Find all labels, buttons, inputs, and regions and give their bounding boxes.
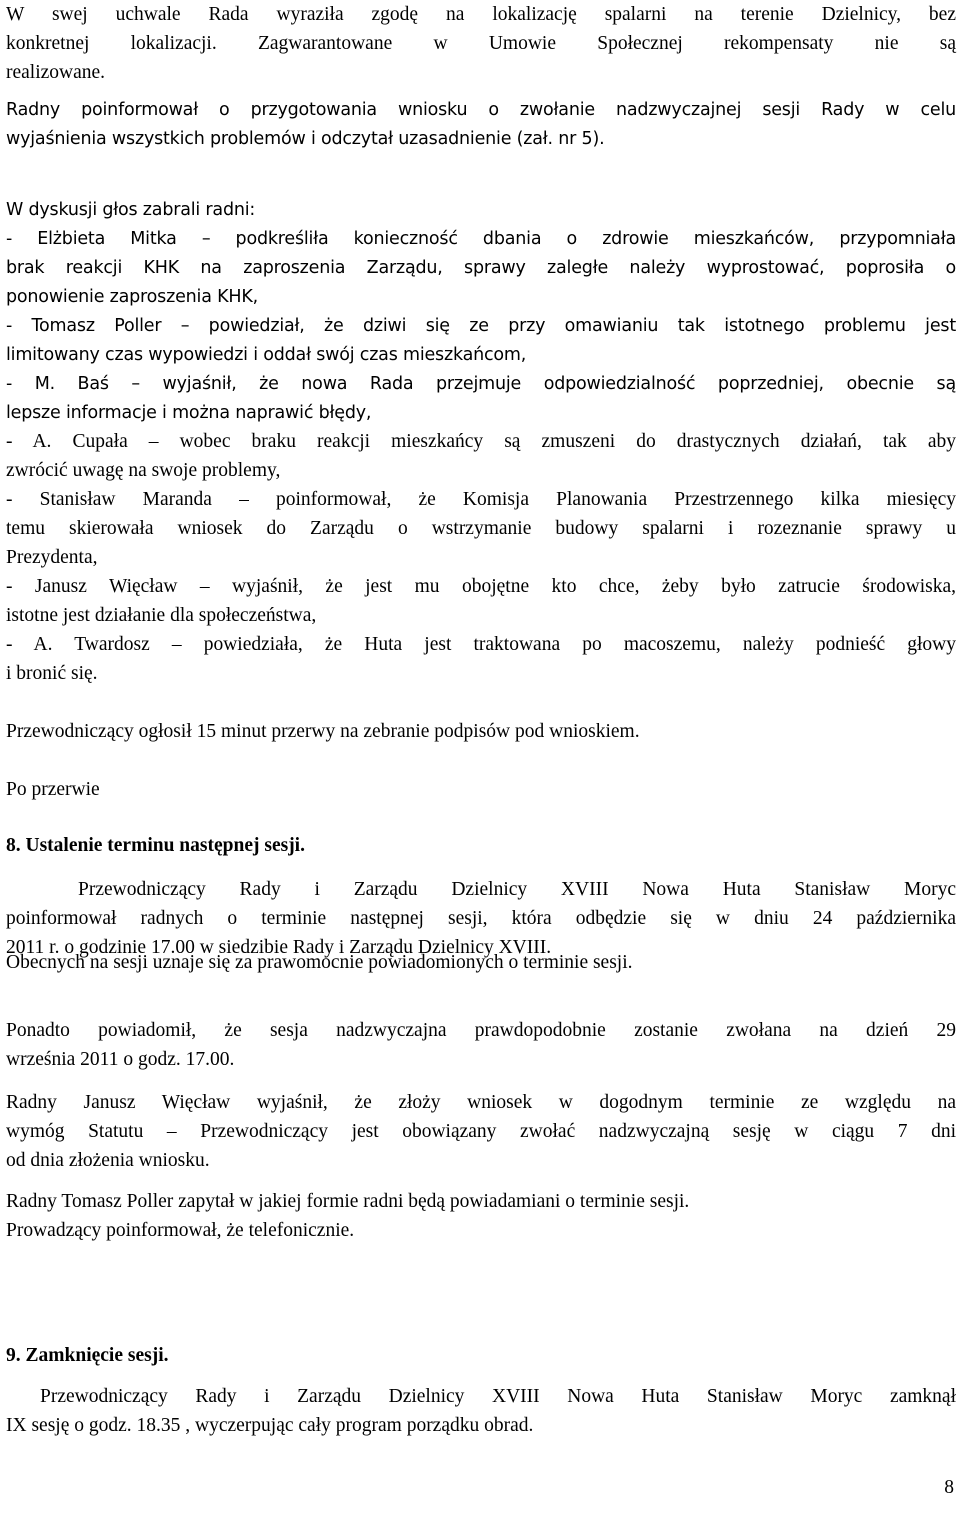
- section-heading-8: 8. Ustalenie terminu następnej sesji.: [6, 835, 305, 856]
- text-line: Radny Janusz Więcław wyjaśnił, że złoży wniosek w dogodnym terminie ze względu na: [6, 1092, 956, 1113]
- text-line: Prowadzący poinformował, że telefonicznie.: [6, 1220, 355, 1241]
- text-line: - Stanisław Maranda – poinformował, że Komisja Planowania Przestrzennego kilka miesięcy: [6, 489, 956, 510]
- text-line: - Tomasz Poller – powiedział, że dziwi się ze przy omawianiu tak istotnego problemu jest: [6, 316, 956, 336]
- document-page: [6, 0, 956, 1513]
- text-line: istotne jest działanie dla społeczeństwa,: [6, 605, 317, 626]
- text-line: - Janusz Więcław – wyjaśnił, że jest mu obojętne kto chce, żeby było zatrucie środowiska,: [6, 576, 956, 597]
- text-line: konkretnej lokalizacji. Zagwarantowane w Umowie Społecznej rekompensaty nie są: [6, 33, 956, 54]
- text-line: 2011 r. o godzinie 17.00 w siedzibie Rady i Zarządu Dzielnicy XVIII.: [6, 937, 552, 958]
- text-line: IX sesję o godz. 18.35 , wyczerpując cały program porządku obrad.: [6, 1415, 534, 1436]
- page-number: 8: [944, 1477, 954, 1498]
- paragraph-poller: [6, 1187, 956, 1245]
- text-line: Przewodniczący Rady i Zarządu Dzielnicy XVIII Nowa Huta Stanisław Moryc zamknął: [40, 1386, 956, 1407]
- section-heading-9: 9. Zamknięcie sesji.: [6, 1345, 169, 1366]
- text-line: Przewodniczący ogłosił 15 minut przerwy na zebranie podpisów pod wnioskiem.: [6, 721, 640, 742]
- text-line: wymóg Statutu – Przewodniczący jest obowiązany zwołać nadzwyczajną sesję w ciągu 7 dni: [6, 1121, 956, 1142]
- paragraph-dyskusja-cont: [6, 427, 956, 688]
- text-line: od dnia złożenia wniosku.: [6, 1150, 210, 1171]
- paragraph-zamkniecie: [6, 1382, 956, 1440]
- paragraph-po-przerwie: [6, 775, 956, 804]
- text-line: zwrócić uwagę na swoje problemy,: [6, 460, 281, 481]
- paragraph-intro: [6, 0, 956, 87]
- text-line: - A. Cupała – wobec braku reakcji mieszkańcy są zmuszeni do drastycznych działań, tak aby: [6, 431, 956, 452]
- text-line: W swej uchwale Rada wyraziła zgodę na lokalizację spalarni na terenie Dzielnicy, bez: [6, 4, 956, 25]
- text-line: Przewodniczący Rady i Zarządu Dzielnicy XVIII Nowa Huta Stanisław Moryc: [78, 879, 956, 900]
- text-line: lepsze informacje i można naprawić błędy,: [6, 403, 372, 423]
- text-line: W dyskusji głos zabrali radni:: [6, 200, 256, 220]
- paragraph-ponadto: [6, 1016, 956, 1074]
- paragraph-radny: [6, 96, 956, 154]
- text-line: Prezydenta,: [6, 547, 98, 568]
- text-line: realizowane.: [6, 62, 106, 83]
- text-line: brak reakcji KHK na zaproszenia Zarządu, sprawy zaległe należy wyprostować, poprosiła o: [6, 258, 956, 278]
- text-line: Ponadto powiadomił, że sesja nadzwyczajna prawdopodobnie zostanie zwołana na dzień 29: [6, 1020, 956, 1041]
- text-line: ponowienie zaproszenia KHK,: [6, 287, 258, 307]
- text-line: września 2011 o godz. 17.00.: [6, 1049, 235, 1070]
- text-line: limitowany czas wypowiedzi i oddał swój czas mieszkańcom,: [6, 345, 527, 365]
- text-line: temu skierowała wniosek do Zarządu o wstrzymanie budowy spalarni i rozeznanie sprawy u: [6, 518, 956, 539]
- text-line: Radny poinformował o przygotowania wniosku o zwołanie nadzwyczajnej sesji Rady w celu: [6, 100, 956, 120]
- paragraph-wieclaw: [6, 1088, 956, 1175]
- text-line: - A. Twardosz – powiedziała, że Huta jest traktowana po macoszemu, należy podnieść głowy: [6, 634, 956, 655]
- text-line: - Elżbieta Mitka – podkreśliła konieczność dbania o zdrowie mieszkańców, przypomniała: [6, 229, 956, 249]
- paragraph-obecnych: [6, 948, 956, 977]
- text-line: Po przerwie: [6, 779, 100, 800]
- text-line: - M. Baś – wyjaśnił, że nowa Rada przejmuje odpowiedzialność poprzedniej, obecnie są: [6, 374, 956, 394]
- text-line: i bronić się.: [6, 663, 98, 684]
- text-line: Radny Tomasz Poller zapytał w jakiej formie radni będą powiadamiani o terminie sesji.: [6, 1191, 690, 1212]
- text-line: poinformował radnych o terminie następnej sesji, która odbędzie się w dniu 24 października: [6, 908, 956, 929]
- text-line: wyjaśnienia wszystkich problemów i odczytał uzasadnienie (zał. nr 5).: [6, 129, 605, 149]
- paragraph-dyskusja: [6, 196, 956, 428]
- paragraph-przerwa: [6, 717, 956, 746]
- text-line: Obecnych na sesji uznaje się za prawomocnie powiadomionych o terminie sesji.: [6, 952, 633, 973]
